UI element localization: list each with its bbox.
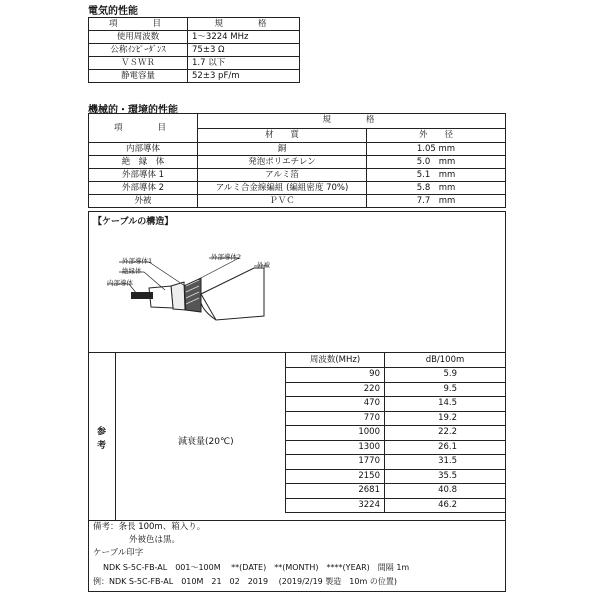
row-freq: 3224 — [286, 498, 385, 513]
row-freq: 1300 — [286, 440, 385, 455]
table-row — [286, 382, 506, 397]
row-db: 26.1 — [385, 440, 506, 455]
header-item: 項 目 — [89, 18, 188, 31]
electrical-table — [88, 17, 300, 83]
row-freq: 470 — [286, 397, 385, 412]
row-db: 5.9 — [385, 368, 506, 383]
table-row — [286, 426, 506, 441]
structure-title: 【ケーブルの構造】 — [93, 217, 174, 227]
table-row — [286, 469, 506, 484]
table-row — [286, 411, 506, 426]
row-freq: 1000 — [286, 426, 385, 441]
note-line-3: ケーブル印字 — [93, 548, 144, 558]
attenuation-table — [285, 352, 506, 513]
table-row — [89, 195, 506, 208]
row-item: ＶＳＷＲ — [89, 57, 188, 70]
row-db: 19.2 — [385, 411, 506, 426]
header-spec: 規 格 — [198, 114, 506, 129]
table-row — [286, 455, 506, 470]
cable-diagram — [89, 212, 505, 352]
row-freq: 1770 — [286, 455, 385, 470]
row-material: アルミ箔 — [198, 169, 367, 182]
row-diameter: 1.05 mm — [367, 143, 506, 156]
row-db: 35.5 — [385, 469, 506, 484]
header-item: 項 目 — [89, 114, 198, 143]
table-row — [286, 397, 506, 412]
table-header-row — [89, 18, 300, 31]
row-spec: 1.7 以下 — [188, 57, 300, 70]
note-line-4: NDK S-5C-FB-AL 001～100M **(DATE) **(MONTH) ****(YEAR) 間隔 1m — [103, 563, 410, 572]
electrical-title: 電気的性能 — [88, 6, 138, 17]
row-item: 外部導体 1 — [89, 169, 198, 182]
row-item: 使用周波数 — [89, 31, 188, 44]
row-item: 内部導体 — [89, 143, 198, 156]
row-db: 9.5 — [385, 382, 506, 397]
row-freq: 2681 — [286, 484, 385, 499]
row-diameter: 5.1 mm — [367, 169, 506, 182]
reference-side-label-2: 考 — [97, 441, 107, 451]
inner-conductor-shape — [131, 292, 153, 299]
row-diameter: 5.0 mm — [367, 156, 506, 169]
row-item: 外被 — [89, 195, 198, 208]
table-row — [286, 484, 506, 499]
header-frequency: 周波数(MHz) — [286, 353, 385, 368]
row-diameter: 5.8 mm — [367, 182, 506, 195]
label-outer-conductor-1: 外部導体1 — [122, 257, 153, 265]
note-line-1: 備考：条長 100m、箱入り。 — [93, 522, 206, 532]
table-row — [89, 156, 506, 169]
label-outer-conductor-2: 外部導体2 — [211, 253, 242, 261]
row-freq: 770 — [286, 411, 385, 426]
row-item: 公称ｲﾝﾋﾟｰﾀﾞﾝｽ — [89, 44, 188, 57]
table-row — [286, 440, 506, 455]
row-item: 外部導体 2 — [89, 182, 198, 195]
row-db: 22.2 — [385, 426, 506, 441]
header-material: 材 質 — [198, 128, 367, 143]
row-freq: 2150 — [286, 469, 385, 484]
table-row — [89, 143, 506, 156]
table-row — [89, 169, 506, 182]
reference-side-label-1: 参 — [97, 427, 107, 437]
row-spec: 1～3224 MHz — [188, 31, 300, 44]
label-insulator: 絶縁体 — [122, 267, 142, 275]
row-db: 14.5 — [385, 397, 506, 412]
table-header-row — [286, 353, 506, 368]
table-row — [89, 57, 300, 70]
row-item: 絶 縁 体 — [89, 156, 198, 169]
row-spec: 52±3 pF/m — [188, 70, 300, 83]
row-diameter: 7.7 mm — [367, 195, 506, 208]
mechanical-title: 機械的・環境的性能 — [88, 105, 178, 116]
note-line-5: 例：NDK S-5C-FB-AL 010M 21 02 2019 (2019/2/19 製造 10m の位置) — [93, 577, 397, 586]
row-material: ＰＶＣ — [198, 195, 367, 208]
row-item: 静電容量 — [89, 70, 188, 83]
note-line-2: 外被色は黒。 — [129, 535, 181, 545]
label-inner-conductor: 内部導体 — [107, 279, 133, 287]
table-row — [89, 70, 300, 83]
table-row — [286, 368, 506, 383]
row-material: アルミ合金線編組 (編組密度 70%) — [198, 182, 367, 195]
row-db: 40.8 — [385, 484, 506, 499]
attenuation-label: 減衰量(20℃) — [178, 437, 234, 447]
table-row — [286, 498, 506, 513]
table-row — [89, 44, 300, 57]
row-freq: 90 — [286, 368, 385, 383]
row-db: 46.2 — [385, 498, 506, 513]
row-freq: 220 — [286, 382, 385, 397]
table-row — [89, 31, 300, 44]
cable-structure-panel — [88, 211, 506, 353]
reference-side-cell — [88, 352, 116, 521]
row-material: 発泡ポリエチレン — [198, 156, 367, 169]
row-material: 銅 — [198, 143, 367, 156]
jacket-shape — [201, 268, 264, 320]
row-db: 31.5 — [385, 455, 506, 470]
table-header-row — [89, 114, 506, 129]
table-row — [89, 182, 506, 195]
row-spec: 75±3 Ω — [188, 44, 300, 57]
header-db: dB/100m — [385, 353, 506, 368]
header-spec: 規 格 — [188, 18, 300, 31]
label-jacket: 外被 — [257, 261, 270, 269]
header-diameter: 外 径 — [367, 128, 506, 143]
notes-panel — [88, 520, 506, 592]
mechanical-table — [88, 113, 506, 208]
